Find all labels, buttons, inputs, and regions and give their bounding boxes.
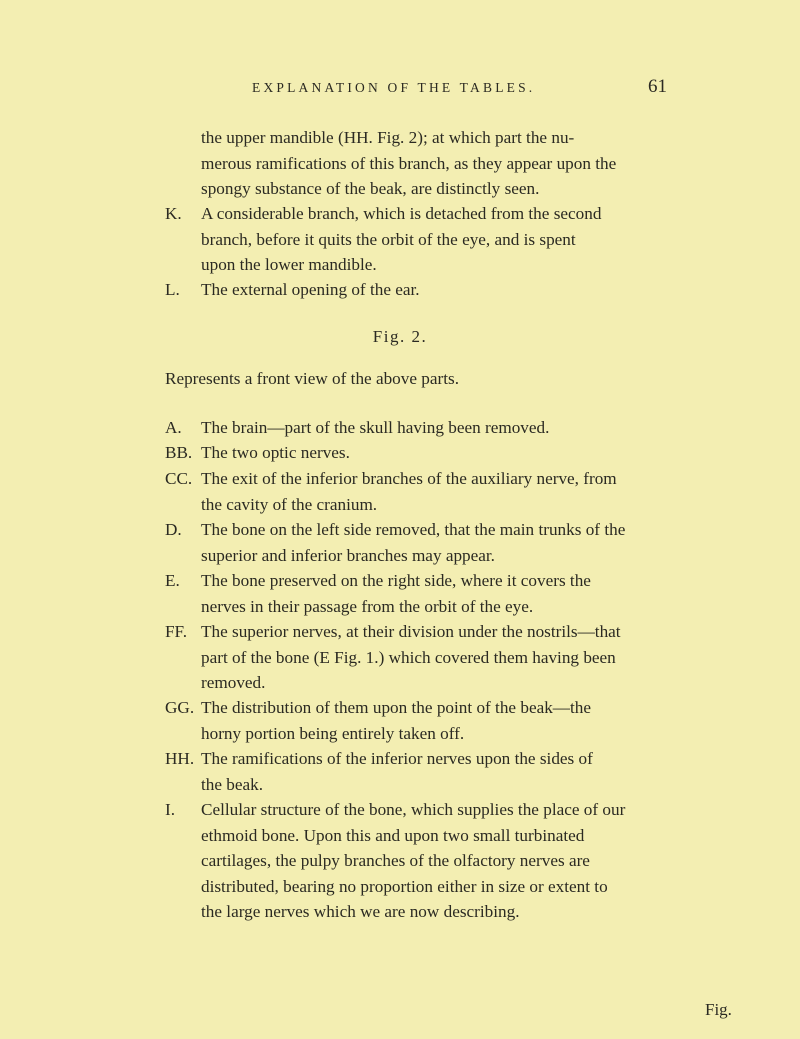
entry-label: HH. xyxy=(165,749,195,768)
entry-label: CC. xyxy=(165,469,193,488)
entry-label: D. xyxy=(165,520,182,539)
text-line: spongy substance of the beak, are distinctly seen. xyxy=(201,179,540,198)
entry-label: E. xyxy=(165,571,180,590)
text-line: The brain—part of the skull having been removed. xyxy=(201,418,550,437)
running-head: EXPLANATION OF THE TABLES. xyxy=(252,80,536,95)
figure-heading: Fig. 2. xyxy=(372,327,428,346)
text-line: cartilages, the pulpy branches of the olfactory nerves are xyxy=(201,851,590,870)
text-line: merous ramifications of this branch, as they appear upon the xyxy=(201,153,617,173)
text-line: part of the bone (E Fig. 1.) which covered them having been xyxy=(201,647,616,667)
text-line: the upper mandible (HH. Fig. 2); at which part the nu- xyxy=(201,128,575,147)
catchword: Fig. xyxy=(705,1000,732,1019)
entry-gg xyxy=(165,695,745,746)
entry-k xyxy=(165,201,745,278)
entry-label: I. xyxy=(165,800,176,819)
continuation-paragraph xyxy=(165,125,745,202)
text-line: The bone preserved on the right side, where it covers the xyxy=(201,571,591,590)
entry-a xyxy=(165,415,745,441)
entry-i xyxy=(165,797,745,925)
entry-label: K. xyxy=(165,204,182,223)
text-line: horny portion being entirely taken off. xyxy=(201,723,465,743)
page-header xyxy=(0,78,800,104)
entry-label: GG. xyxy=(165,698,195,717)
entry-label: FF. xyxy=(165,622,188,641)
text-line: the large nerves which we are now describing. xyxy=(201,902,520,921)
entry-bb xyxy=(165,440,745,466)
text-line: branch, before it quits the orbit of the eye, and is spent xyxy=(201,229,576,249)
entry-cc xyxy=(165,466,745,517)
entry-label: A. xyxy=(165,418,182,437)
text-line: The bone on the left side removed, that the main trunks of the xyxy=(201,520,626,539)
text-line: the cavity of the cranium. xyxy=(201,494,378,514)
text-line: The superior nerves, at their division under the nostrils—that xyxy=(201,622,621,641)
text-line: upon the lower mandible. xyxy=(201,255,377,274)
entry-hh xyxy=(165,746,745,797)
text-line: distributed, bearing no proportion either in size or extent to xyxy=(201,876,608,896)
text-line: The distribution of them upon the point of the beak—the xyxy=(201,698,591,717)
entry-l xyxy=(165,277,745,303)
text-line: the beak. xyxy=(201,774,264,794)
text-line: The ramifications of the inferior nerves upon the sides of xyxy=(201,749,593,768)
entry-d xyxy=(165,517,745,568)
entry-label: L. xyxy=(165,280,180,299)
entry-ff xyxy=(165,619,745,696)
text-line: superior and inferior branches may appear. xyxy=(201,545,495,565)
text-line: The two optic nerves. xyxy=(201,443,350,462)
text-line: A considerable branch, which is detached from the second xyxy=(201,204,602,223)
entry-label: BB. xyxy=(165,443,193,462)
page-number: 61 xyxy=(648,76,667,97)
text-line: The exit of the inferior branches of the auxiliary nerve, from xyxy=(201,469,617,488)
text-line: ethmoid bone. Upon this and upon two small turbinated xyxy=(201,825,585,845)
text-line: The external opening of the ear. xyxy=(201,280,420,299)
entry-e xyxy=(165,568,745,619)
text-line: nerves in their passage from the orbit of the eye. xyxy=(201,596,534,616)
figure-intro: Represents a front view of the above parts. xyxy=(165,369,460,388)
text-line: removed. xyxy=(201,673,266,692)
text-line: Cellular structure of the bone, which supplies the place of our xyxy=(201,800,626,819)
